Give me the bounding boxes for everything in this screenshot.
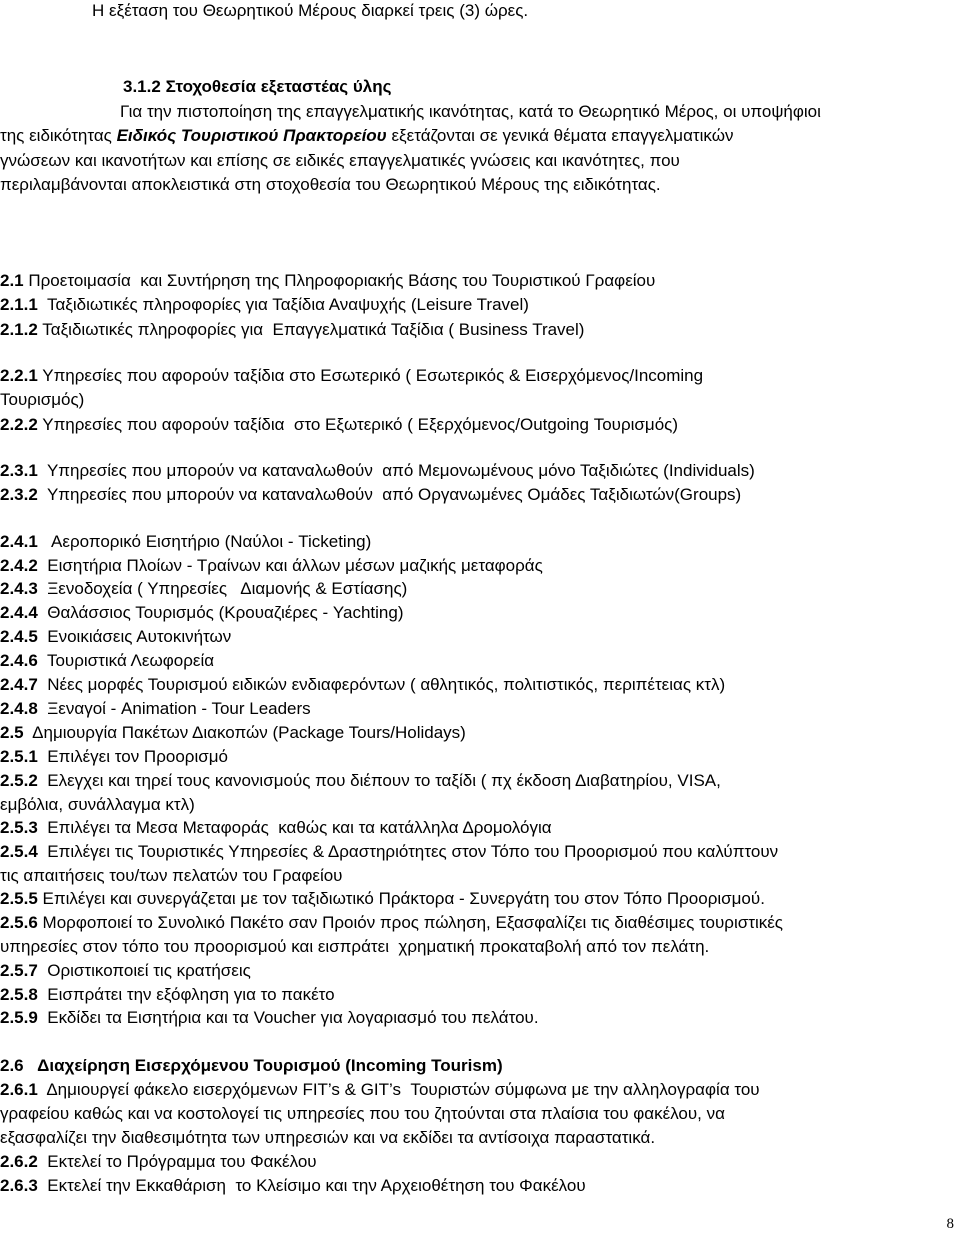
list-item-text: τις απαιτήσεις του/των πελατών του Γραφείου [0,866,343,885]
list-item [0,531,371,553]
list-item-number: 2.1.1 [0,295,38,314]
list-item [0,746,228,768]
list-item-number: 2.6 [0,1056,24,1075]
list-item-text: Εκδίδει τα Εισητήρια και τα Voucher για λογαριασμό του πελάτου. [37,1008,539,1027]
list-item [0,698,311,720]
list-item [0,389,84,411]
list-item [0,555,543,577]
list-item [0,270,655,292]
list-item-number: 2.5.8 [0,985,38,1004]
list-item-number: 2.6.1 [0,1080,38,1099]
list-item [0,770,721,792]
list-item-text: Δημιουργεί φάκελο εισερχόμενων FIT’s & GIT’s Τουριστών σύμφωνα με την αλληλογραφία του [37,1080,760,1099]
list-item-number: 2.4.7 [0,675,38,694]
list-item-number: 2.5.3 [0,818,38,837]
list-item-number: 2.5.4 [0,842,38,861]
section-title: Στοχοθεσία εξεταστέας ύλης [165,77,392,96]
list-item-text: εμβόλια, συνάλλαγμα κτλ) [0,795,195,814]
list-item-number: 2.5.1 [0,747,38,766]
list-item-number: 2.4.8 [0,699,38,718]
list-item-number: 2.4.3 [0,579,38,598]
objectives-paragraph-line-3: γνώσεων και ικανοτήτων και επίσης σε ειδικές επαγγελματικές γνώσεις και ικανότητες, που [0,151,680,170]
list-item-text: Τουρισμός) [0,390,85,409]
list-item [0,1007,539,1029]
specialty-name: Ειδικός Τουριστικού Πρακτορείου [116,126,387,145]
list-item [0,912,783,934]
list-item [0,1175,586,1197]
list-item [0,578,407,600]
list-item-text: Επιλέγει τα Μεσα Μεταφοράς καθώς και τα κατάλληλα Δρομολόγια [37,818,552,837]
list-item [0,294,529,316]
list-item [0,460,755,482]
list-item-text: Ταξιδιωτικές πληροφορίες για Επαγγελματικά Ταξίδια ( Business Travel) [37,320,585,339]
list-item [0,1103,725,1125]
list-item-text: Προετοιμασία και Συντήρηση της Πληροφοριακής Βάσης του Τουριστικού Γραφείου [23,271,656,290]
list-item-text: Ταξιδιωτικές πληροφορίες για Ταξίδια Αναψυχής (Leisure Travel) [37,295,529,314]
list-item [0,984,335,1006]
list-item-text: Επιλέγει τον Προορισμό [37,747,228,766]
list-item-text: Μορφοποιεί το Συνολικό Πακέτο σαν Προιόν προς πώληση, Εξασφαλίζει τις διαθέσιμες τουριστικές [37,913,783,932]
list-item [0,484,741,506]
list-item [0,650,214,672]
list-item [0,365,703,387]
list-item-text: Υπηρεσίες που αφορούν ταξίδια στο Εσωτερικό ( Εσωτερικός & Εισερχόμενος/Incoming [37,366,704,385]
list-item [0,722,466,744]
specialty-prefix: της ειδικότητας [0,126,117,145]
list-item-text: Υπηρεσίες που αφορούν ταξίδια στο Εξωτερικό ( Εξερχόμενος/Outgoing Τουρισμός) [37,415,679,434]
list-item-number: 2.2.2 [0,415,38,434]
list-item-number: 2.6.3 [0,1176,38,1195]
list-item [0,794,195,816]
list-item-text: Οριστικοποιεί τις κρατήσεις [37,961,251,980]
list-item-number: 2.1.2 [0,320,38,339]
list-item-text: εξασφαλίζει την διαθεσιμότητα των υπηρεσιών και να εκδίδει τα αντίσοιχα παραστατικά. [0,1128,656,1147]
section-number-prefix: 3.1. [123,77,152,96]
list-item [0,865,342,887]
list-item-text: Εισπράτει την εξόφληση για το πακέτο [37,985,335,1004]
list-item-number: 2.3.1 [0,461,38,480]
specialty-suffix: εξετάζονται σε γενικά θέματα επαγγελματικών [386,126,734,145]
list-item-number: 2.4.6 [0,651,38,670]
exam-duration-text: Η εξέταση του Θεωρητικού Μέρους διαρκεί τρεις (3) ώρες. [92,1,529,20]
list-item-text: Εισητήρια Πλοίων - Τραίνων και άλλων μέσων μαζικής μεταφοράς [37,556,543,575]
objectives-paragraph-line-2 [0,125,734,147]
list-item-number: 2.5.7 [0,961,38,980]
list-item [0,817,552,839]
list-item [0,960,251,982]
list-item [0,1151,317,1173]
list-item-text: Θαλάσσιος Τουρισμός (Κρουαζιέρες - Yachting) [37,603,404,622]
section-heading [123,76,391,98]
list-item [0,1055,503,1077]
list-item-number: 2.1 [0,271,24,290]
page-number: 8 [946,1216,954,1232]
list-item-number: 2.5.2 [0,771,38,790]
list-item-number: 2.2.1 [0,366,38,385]
objectives-paragraph-line-1: Για την πιστοποίηση της επαγγελματικής ικανότητας, κατά το Θεωρητικό Μέρος, οι υποψήφιοι [120,102,821,121]
list-item-number: 2.5 [0,723,24,742]
list-item-number: 2.5.5 [0,889,38,908]
section-number-suffix: 2 [151,77,161,96]
list-item [0,888,765,910]
list-item-text: Τουριστικά Λεωφορεία [37,651,215,670]
list-item-text: Υπηρεσίες που μπορούν να καταναλωθούν από Οργανωμένες Ομάδες Ταξιδιωτών(Groups) [37,485,742,504]
list-item-number: 2.6.2 [0,1152,38,1171]
list-item [0,841,778,863]
list-item-text: Επιλέγει τις Τουριστικές Υπηρεσίες & Δραστηριότητες στον Τόπο του Προορισμού που καλύπτουν [37,842,779,861]
objectives-paragraph-line-4: περιλαμβάνονται αποκλειστικά στη στοχοθεσία του Θεωρητικού Μέρους της ειδικότητας. [0,175,661,194]
list-item-text: Ξενοδοχεία ( Υπηρεσίες Διαμονής & Εστίασης) [37,579,408,598]
list-item-number: 2.4.1 [0,532,38,551]
list-item [0,414,678,436]
list-item [0,319,584,341]
list-item-text: Νέες μορφές Τουρισμού ειδικών ενδιαφερόντων ( αθλητικός, πολιτιστικός, περιπέτειας κτλ) [37,675,726,694]
list-item-number: 2.4.5 [0,627,38,646]
list-item-number: 2.4.2 [0,556,38,575]
list-item-text: Αεροπορικό Εισητήριο (Ναύλοι - Ticketing) [37,532,372,551]
list-item [0,1127,655,1149]
list-item-text: Υπηρεσίες που μπορούν να καταναλωθούν από Μεμονωμένους μόνο Ταξιδιώτες (Individuals) [37,461,755,480]
list-item-text: Ελεγχει και τηρεί τους κανονισμούς που διέπουν το ταξίδι ( πχ έκδοση Διαβατηρίου, VISA, [37,771,721,790]
list-item [0,602,403,624]
list-item-text: Διαχείρηση Εισερχόμενου Τουρισμού (Incoming Tourism) [23,1056,503,1075]
list-item-text: Εκτελεί την Εκκαθάριση το Κλείσιμο και την Αρχειοθέτηση του Φακέλου [37,1176,586,1195]
list-item-text: υπηρεσίες στον τόπο του προορισμού και εισπράτει χρηματική προκαταβολή από τον πελάτη. [0,937,710,956]
list-item [0,626,231,648]
list-item-number: 2.5.6 [0,913,38,932]
list-item [0,1079,760,1101]
list-item-text: Εκτελεί το Πρόγραμμα του Φακέλου [37,1152,317,1171]
list-item-text: γραφείου καθώς και να κοστολογεί τις υπηρεσίες που του ζητούνται στα πλαίσια του φακέλου, να [0,1104,725,1123]
list-item-text: Ενοικιάσεις Αυτοκινήτων [37,627,232,646]
list-item-text: Επιλέγει και συνεργάζεται με τον ταξιδιωτικό Πράκτορα - Συνεργάτη του στον Τόπο Προορισμού. [37,889,765,908]
list-item-text: Δημιουργία Πακέτων Διακοπών (Package Tours/Holidays) [23,723,466,742]
list-item-number: 2.4.4 [0,603,38,622]
list-item-number: 2.3.2 [0,485,38,504]
list-item-text: Ξεναγοί - Animation - Tour Leaders [37,699,311,718]
list-item [0,674,725,696]
list-item-number: 2.5.9 [0,1008,38,1027]
list-item [0,936,709,958]
